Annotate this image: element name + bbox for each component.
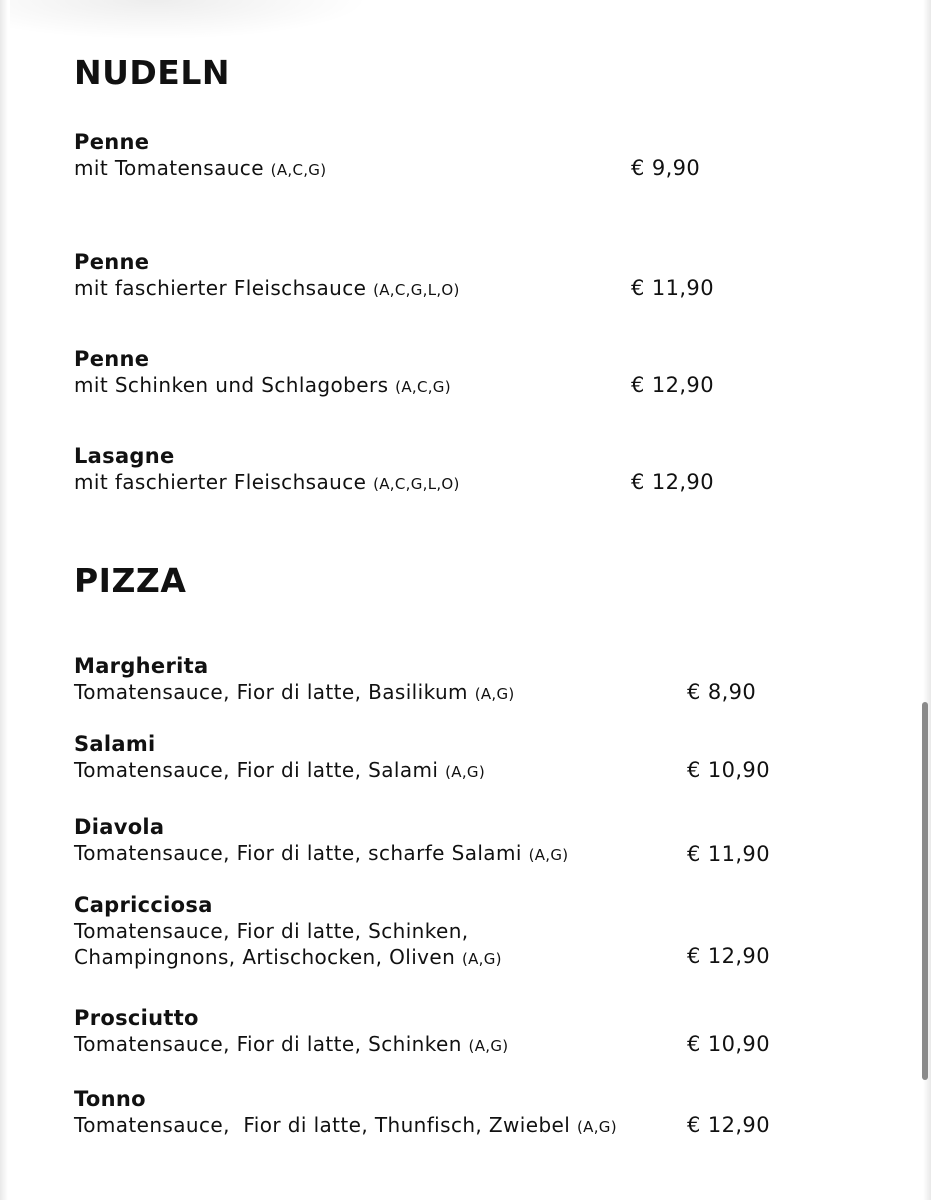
item-description: Tomatensauce, Fior di latte, Schinken (A,G) xyxy=(74,1032,509,1056)
item-name: Margherita xyxy=(74,654,209,678)
allergen-codes: (A,C,G,L,O) xyxy=(373,475,460,493)
item-description-line-1: Tomatensauce, Fior di latte, Schinken, xyxy=(74,919,469,943)
menu-item-diavola xyxy=(74,814,568,868)
section-title-nudeln: NUDELN xyxy=(74,53,230,92)
item-price: € 11,90 xyxy=(687,842,770,866)
section-title-pizza: PIZZA xyxy=(74,561,187,600)
menu-item-capricciosa xyxy=(74,892,502,972)
item-description: mit faschierter Fleischsauce (A,C,G,L,O) xyxy=(74,276,460,300)
menu-item-penne-tomatensauce xyxy=(74,129,326,183)
allergen-codes: (A,C,G) xyxy=(270,161,327,179)
item-description: Tomatensauce, Fior di latte, Basilikum (A,G) xyxy=(74,680,515,704)
allergen-codes: (A,G) xyxy=(474,685,515,703)
item-price: € 8,90 xyxy=(687,680,757,704)
item-price: € 12,90 xyxy=(687,944,770,968)
item-name: Diavola xyxy=(74,815,165,839)
menu-item-penne-schinken xyxy=(74,346,451,400)
menu-item-penne-fleischsauce xyxy=(74,249,460,303)
item-price: € 12,90 xyxy=(687,1113,770,1137)
item-name: Lasagne xyxy=(74,444,175,468)
menu-item-tonno xyxy=(74,1086,617,1140)
item-name: Salami xyxy=(74,732,156,756)
item-price: € 10,90 xyxy=(687,1032,770,1056)
item-description: mit Tomatensauce (A,C,G) xyxy=(74,156,327,180)
menu-item-salami xyxy=(74,731,485,785)
item-price: € 11,90 xyxy=(631,276,714,300)
item-description: Tomatensauce, Fior di latte, Salami (A,G) xyxy=(74,758,485,782)
item-name: Capricciosa xyxy=(74,893,213,917)
allergen-codes: (A,C,G,L,O) xyxy=(373,281,460,299)
allergen-codes: (A,G) xyxy=(468,1037,509,1055)
item-price: € 12,90 xyxy=(631,373,714,397)
item-name: Tonno xyxy=(74,1087,146,1111)
item-name: Penne xyxy=(74,347,150,371)
allergen-codes: (A,C,G) xyxy=(395,378,451,396)
item-description: mit Schinken und Schlagobers (A,C,G) xyxy=(74,373,451,397)
item-price: € 12,90 xyxy=(631,470,714,494)
item-description: mit faschierter Fleischsauce (A,C,G,L,O) xyxy=(74,470,460,494)
allergen-codes: (A,G) xyxy=(461,950,502,968)
item-description: Tomatensauce, Fior di latte, scharfe Salami (A,G) xyxy=(74,841,569,865)
item-name: Penne xyxy=(74,250,150,274)
item-name: Prosciutto xyxy=(74,1006,199,1030)
menu-item-prosciutto xyxy=(74,1005,508,1059)
item-description-line-2: Champingnons, Artischocken, Oliven (A,G) xyxy=(74,945,502,969)
item-price: € 10,90 xyxy=(687,758,770,782)
allergen-codes: (A,G) xyxy=(576,1118,617,1136)
item-name: Penne xyxy=(74,130,150,154)
page-left-edge xyxy=(0,0,8,1200)
allergen-codes: (A,G) xyxy=(528,846,569,864)
item-price: € 9,90 xyxy=(631,156,701,180)
allergen-codes: (A,G) xyxy=(445,763,485,781)
top-shadow xyxy=(10,0,370,40)
menu-item-lasagne xyxy=(74,443,460,497)
scrollbar-thumb[interactable] xyxy=(922,702,928,1080)
menu-item-margherita xyxy=(74,653,515,707)
item-description: Tomatensauce, Fior di latte, Thunfisch, Zwiebel (A,G) xyxy=(74,1113,617,1137)
